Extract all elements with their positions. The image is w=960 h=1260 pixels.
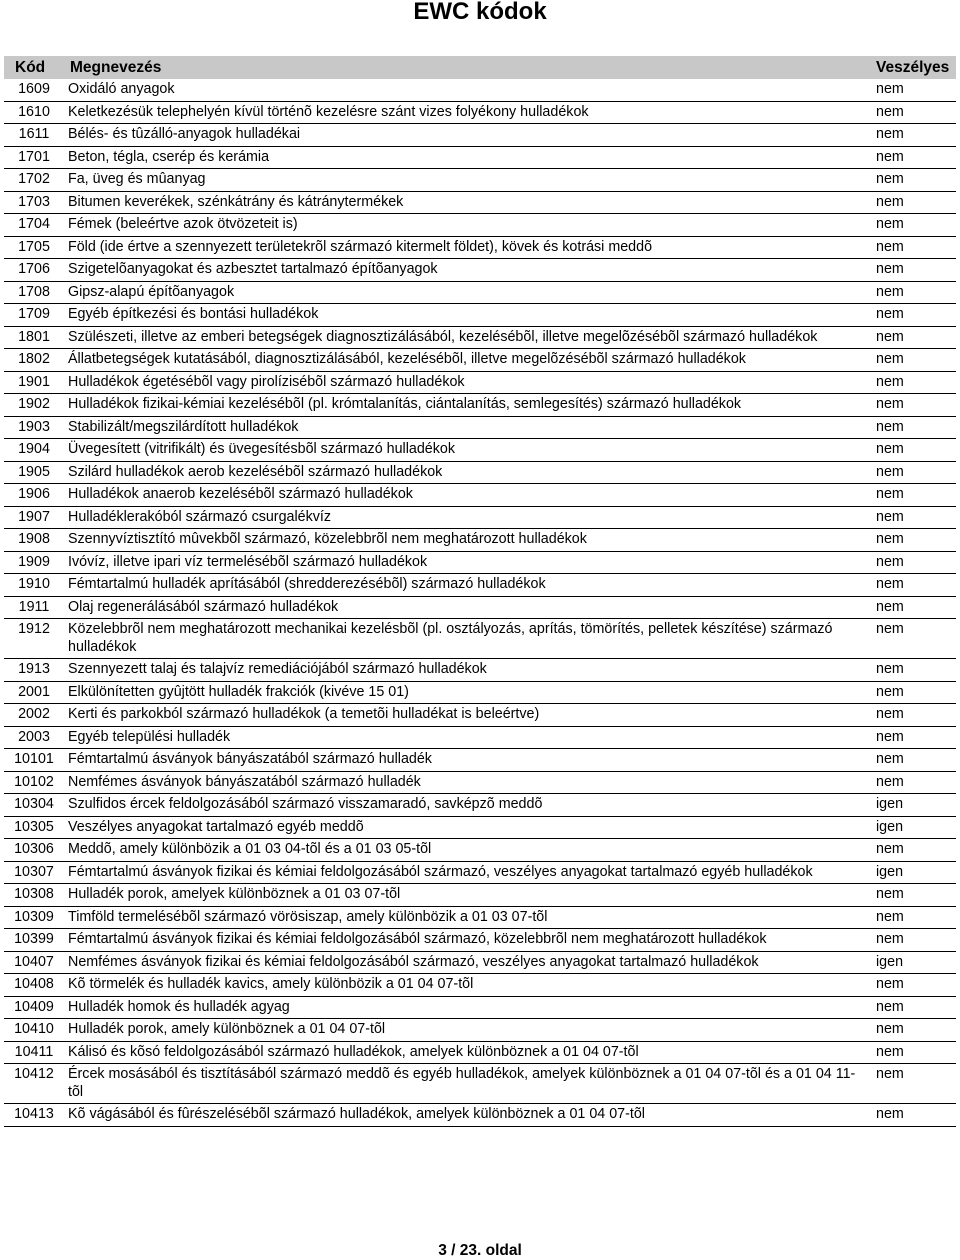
header-row — [4, 56, 956, 79]
row-hazardous: nem — [870, 169, 956, 192]
row-hazardous: nem — [870, 906, 956, 929]
row-code: 1609 — [4, 79, 64, 101]
row-name: Kálisó és kõsó feldolgozásából származó hulladékok, amelyek különböznek a 01 04 07-tõl — [64, 1041, 870, 1064]
row-name: Fémek (beleértve azok ötvözeteit is) — [64, 214, 870, 237]
row-code: 10307 — [4, 861, 64, 884]
table-row — [4, 996, 956, 1019]
row-hazardous: igen — [870, 816, 956, 839]
table-body — [4, 79, 956, 1126]
row-name: Nemfémes ásványok bányászatából származó hulladék — [64, 771, 870, 794]
row-name: Hulladék porok, amely különböznek a 01 04 07-tõl — [64, 1019, 870, 1042]
row-hazardous: nem — [870, 101, 956, 124]
row-code: 2001 — [4, 681, 64, 704]
row-hazardous: nem — [870, 506, 956, 529]
row-code: 1911 — [4, 596, 64, 619]
row-code: 1908 — [4, 529, 64, 552]
row-name: Gipsz-alapú építõanyagok — [64, 281, 870, 304]
table-row — [4, 416, 956, 439]
row-name: Hulladék homok és hulladék agyag — [64, 996, 870, 1019]
row-name: Hulladékok égetésébõl vagy pirolízisébõl származó hulladékok — [64, 371, 870, 394]
row-name: Szülészeti, illetve az emberi betegségek diagnosztizálásából, kezelésébõl, illetve megelõzésébõl származó hulladékok — [64, 326, 870, 349]
row-name: Egyéb települési hulladék — [64, 726, 870, 749]
row-hazardous: nem — [870, 326, 956, 349]
row-name: Fémtartalmú ásványok bányászatából származó hulladék — [64, 749, 870, 772]
row-hazardous: igen — [870, 861, 956, 884]
row-hazardous: nem — [870, 124, 956, 147]
table-row — [4, 884, 956, 907]
row-hazardous: nem — [870, 1064, 956, 1104]
row-code: 1611 — [4, 124, 64, 147]
row-code: 10412 — [4, 1064, 64, 1104]
row-hazardous: nem — [870, 974, 956, 997]
table-row — [4, 529, 956, 552]
row-hazardous: nem — [870, 929, 956, 952]
row-name: Ércek mosásából és tisztításából származó meddõ és egyéb hulladékok, amelyek különböznek a 01 04 07-tõl és a 01 04 11-tõl — [64, 1064, 870, 1104]
table-row — [4, 191, 956, 214]
table-row — [4, 304, 956, 327]
row-hazardous: nem — [870, 484, 956, 507]
row-code: 10306 — [4, 839, 64, 862]
table-row — [4, 169, 956, 192]
row-hazardous: nem — [870, 749, 956, 772]
row-hazardous: nem — [870, 1104, 956, 1127]
table-row — [4, 681, 956, 704]
row-name: Veszélyes anyagokat tartalmazó egyéb meddõ — [64, 816, 870, 839]
row-hazardous: nem — [870, 79, 956, 101]
row-hazardous: nem — [870, 191, 956, 214]
row-name: Ivóvíz, illetve ipari víz termelésébõl származó hulladékok — [64, 551, 870, 574]
row-code: 1901 — [4, 371, 64, 394]
row-name: Szilárd hulladékok aerob kezelésébõl származó hulladékok — [64, 461, 870, 484]
table-row — [4, 619, 956, 659]
table-row — [4, 771, 956, 794]
row-code: 1705 — [4, 236, 64, 259]
row-code: 1903 — [4, 416, 64, 439]
row-name: Nemfémes ásványok fizikai és kémiai feldolgozásából származó, veszélyes anyagokat tartalmazó hulladékok — [64, 951, 870, 974]
row-code: 1906 — [4, 484, 64, 507]
row-code: 1802 — [4, 349, 64, 372]
row-code: 1907 — [4, 506, 64, 529]
table-row — [4, 124, 956, 147]
table-row — [4, 101, 956, 124]
row-code: 1708 — [4, 281, 64, 304]
row-code: 10308 — [4, 884, 64, 907]
row-code: 2003 — [4, 726, 64, 749]
table-row — [4, 439, 956, 462]
row-code: 10101 — [4, 749, 64, 772]
table-row — [4, 461, 956, 484]
ewc-table-container — [4, 56, 956, 1127]
row-name: Olaj regenerálásából származó hulladékok — [64, 596, 870, 619]
table-row — [4, 1019, 956, 1042]
row-hazardous: nem — [870, 726, 956, 749]
row-code: 1709 — [4, 304, 64, 327]
row-hazardous: nem — [870, 619, 956, 659]
table-row — [4, 394, 956, 417]
row-code: 10399 — [4, 929, 64, 952]
table-row — [4, 551, 956, 574]
table-row — [4, 371, 956, 394]
row-code: 10409 — [4, 996, 64, 1019]
row-code: 10304 — [4, 794, 64, 817]
row-name: Szulfidos ércek feldolgozásából származó visszamaradó, savképzõ meddõ — [64, 794, 870, 817]
row-name: Szigetelõanyagokat és azbesztet tartalmazó építõanyagok — [64, 259, 870, 282]
row-name: Egyéb építkezési és bontási hulladékok — [64, 304, 870, 327]
row-code: 10102 — [4, 771, 64, 794]
row-code: 1905 — [4, 461, 64, 484]
row-name: Szennyvíztisztító mûvekbõl származó, közelebbrõl nem meghatározott hulladékok — [64, 529, 870, 552]
row-code: 1910 — [4, 574, 64, 597]
row-name: Föld (ide értve a szennyezett területekrõl származó kitermelt földet), kövek és kotrási meddõ — [64, 236, 870, 259]
header-name: Megnevezés — [64, 56, 870, 79]
row-name: Kõ törmelék és hulladék kavics, amely különbözik a 01 04 07-tõl — [64, 974, 870, 997]
table-row — [4, 861, 956, 884]
row-hazardous: nem — [870, 996, 956, 1019]
row-hazardous: nem — [870, 1041, 956, 1064]
row-hazardous: nem — [870, 529, 956, 552]
table-row — [4, 259, 956, 282]
row-hazardous: nem — [870, 704, 956, 727]
table-row — [4, 214, 956, 237]
table-row — [4, 574, 956, 597]
row-code: 2002 — [4, 704, 64, 727]
row-hazardous: nem — [870, 439, 956, 462]
row-code: 10309 — [4, 906, 64, 929]
row-name: Stabilizált/megszilárdított hulladékok — [64, 416, 870, 439]
table-row — [4, 929, 956, 952]
row-code: 1909 — [4, 551, 64, 574]
row-code: 1701 — [4, 146, 64, 169]
row-name: Hulladéklerakóból származó csurgalékvíz — [64, 506, 870, 529]
row-hazardous: igen — [870, 951, 956, 974]
row-name: Bélés- és tûzálló-anyagok hulladékai — [64, 124, 870, 147]
row-name: Keletkezésük telephelyén kívül történõ kezelésre szánt vizes folyékony hulladékok — [64, 101, 870, 124]
row-name: Fémtartalmú hulladék aprításából (shredderezésébõl) származó hulladékok — [64, 574, 870, 597]
row-hazardous: nem — [870, 771, 956, 794]
row-name: Közelebbrõl nem meghatározott mechanikai kezelésbõl (pl. osztályozás, aprítás, tömörítés, pelletek készítése) származó hulladékok — [64, 619, 870, 659]
table-row — [4, 726, 956, 749]
row-name: Állatbetegségek kutatásából, diagnosztizálásából, kezelésébõl, illetve megelõzésébõl származó hulladékok — [64, 349, 870, 372]
table-row — [4, 349, 956, 372]
table-row — [4, 326, 956, 349]
row-name: Kõ vágásából és fûrészelésébõl származó hulladékok, amelyek különböznek a 01 04 07-tõl — [64, 1104, 870, 1127]
row-name: Fémtartalmú ásványok fizikai és kémiai feldolgozásából származó, közelebbrõl nem meghatározott hulladékok — [64, 929, 870, 952]
row-name: Bitumen keverékek, szénkátrány és kátránytermékek — [64, 191, 870, 214]
row-name: Meddõ, amely különbözik a 01 03 04-tõl és a 01 03 05-tõl — [64, 839, 870, 862]
row-code: 10408 — [4, 974, 64, 997]
row-code: 10305 — [4, 816, 64, 839]
row-hazardous: nem — [870, 596, 956, 619]
row-name: Hulladékok anaerob kezelésébõl származó hulladékok — [64, 484, 870, 507]
row-hazardous: nem — [870, 659, 956, 682]
table-row — [4, 146, 956, 169]
row-code: 1702 — [4, 169, 64, 192]
row-name: Üvegesített (vitrifikált) és üvegesítésbõl származó hulladékok — [64, 439, 870, 462]
table-row — [4, 1104, 956, 1127]
page-title: EWC kódok — [413, 0, 547, 25]
row-code: 10413 — [4, 1104, 64, 1127]
row-name: Beton, tégla, cserép és kerámia — [64, 146, 870, 169]
header-hazardous: Veszélyes — [870, 56, 956, 79]
table-row — [4, 974, 956, 997]
row-hazardous: nem — [870, 1019, 956, 1042]
row-hazardous: nem — [870, 394, 956, 417]
row-code: 1912 — [4, 619, 64, 659]
row-name: Fa, üveg és mûanyag — [64, 169, 870, 192]
table-row — [4, 596, 956, 619]
table-header — [4, 56, 956, 79]
row-hazardous: nem — [870, 461, 956, 484]
row-hazardous: nem — [870, 214, 956, 237]
header-code: Kód — [4, 56, 64, 79]
row-hazardous: nem — [870, 551, 956, 574]
row-code: 10407 — [4, 951, 64, 974]
row-hazardous: nem — [870, 839, 956, 862]
row-name: Hulladékok fizikai-kémiai kezelésébõl (pl. krómtalanítás, ciántalanítás, semlegesítés) származó hulladékok — [64, 394, 870, 417]
table-row — [4, 281, 956, 304]
row-hazardous: nem — [870, 416, 956, 439]
row-hazardous: nem — [870, 349, 956, 372]
table-row — [4, 816, 956, 839]
table-row — [4, 236, 956, 259]
row-code: 1703 — [4, 191, 64, 214]
page-number: 3 / 23. oldal — [438, 1242, 522, 1259]
row-code: 1904 — [4, 439, 64, 462]
row-name: Elkülönítetten gyûjtött hulladék frakciók (kivéve 15 01) — [64, 681, 870, 704]
row-code: 1704 — [4, 214, 64, 237]
table-row — [4, 506, 956, 529]
row-name: Hulladék porok, amelyek különböznek a 01 03 07-tõl — [64, 884, 870, 907]
table-row — [4, 659, 956, 682]
row-hazardous: nem — [870, 884, 956, 907]
row-hazardous: nem — [870, 371, 956, 394]
table-row — [4, 906, 956, 929]
row-name: Fémtartalmú ásványok fizikai és kémiai feldolgozásából származó, veszélyes anyagokat tartalmazó egyéb hulladékok — [64, 861, 870, 884]
table-row — [4, 704, 956, 727]
table-row — [4, 1041, 956, 1064]
row-code: 1610 — [4, 101, 64, 124]
table-row — [4, 749, 956, 772]
row-code: 10410 — [4, 1019, 64, 1042]
row-code: 1902 — [4, 394, 64, 417]
row-hazardous: nem — [870, 281, 956, 304]
table-row — [4, 1064, 956, 1104]
row-hazardous: nem — [870, 574, 956, 597]
row-name: Kerti és parkokból származó hulladékok (a temetõi hulladékat is beleértve) — [64, 704, 870, 727]
table-row — [4, 794, 956, 817]
row-hazardous: nem — [870, 236, 956, 259]
row-name: Timföld termelésébõl származó vörösiszap, amely különbözik a 01 03 07-tõl — [64, 906, 870, 929]
table-row — [4, 79, 956, 101]
row-code: 1706 — [4, 259, 64, 282]
row-hazardous: nem — [870, 146, 956, 169]
row-hazardous: igen — [870, 794, 956, 817]
row-code: 1801 — [4, 326, 64, 349]
row-code: 10411 — [4, 1041, 64, 1064]
row-hazardous: nem — [870, 304, 956, 327]
row-name: Oxidáló anyagok — [64, 79, 870, 101]
row-code: 1913 — [4, 659, 64, 682]
table-row — [4, 839, 956, 862]
row-hazardous: nem — [870, 681, 956, 704]
table-row — [4, 951, 956, 974]
table-row — [4, 484, 956, 507]
row-name: Szennyezett talaj és talajvíz remediációjából származó hulladékok — [64, 659, 870, 682]
row-hazardous: nem — [870, 259, 956, 282]
ewc-table — [4, 56, 956, 1127]
